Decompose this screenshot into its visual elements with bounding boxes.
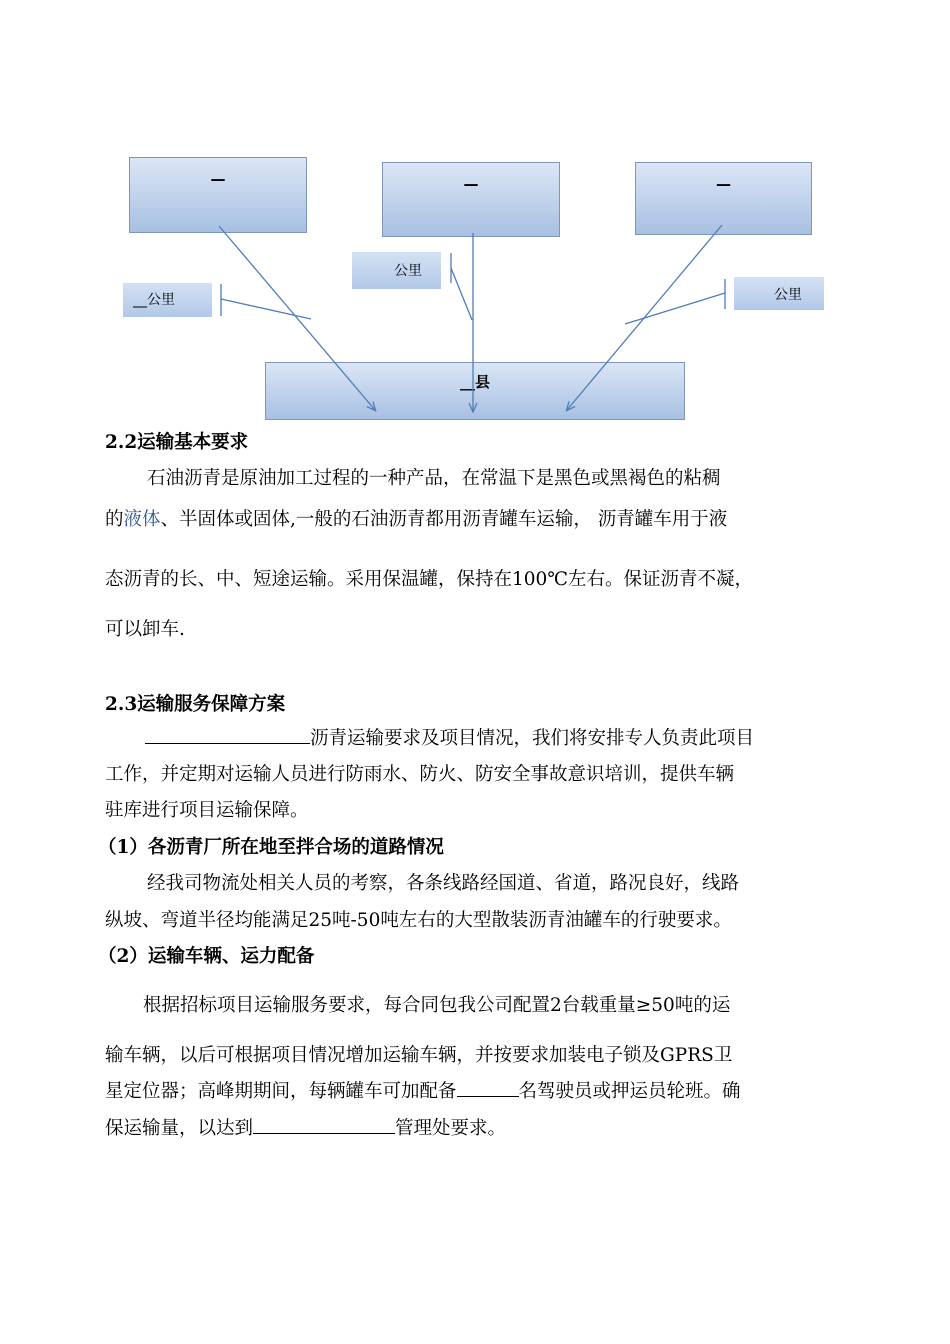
- sub2-para-line3-pre: 星定位器；高峰期期间，每辆罐车可加配备: [105, 1081, 457, 1102]
- sub2-para-line4-post: 管理处要求。: [395, 1118, 507, 1139]
- blank-line-authority: [253, 1115, 395, 1134]
- section-22-para-line2-post: 、半固体或固体,一般的石油沥青都用沥青罐车运输， 沥青罐车用于液: [160, 509, 728, 530]
- distance-label-middle-text: 公里: [394, 263, 422, 279]
- section-23-para-line2: 工作，并定期对运输人员进行防雨水、防火、防安全事故意识培训，提供车辆: [105, 764, 735, 785]
- section-23-para-line1-text: 沥青运输要求及项目情况，我们将安排专人负责此项目: [310, 728, 755, 749]
- leader-right: [625, 293, 725, 324]
- sub2-para-line1: [105, 991, 850, 1017]
- section-22-para-line3: 态沥青的长、中、短途运输。采用保温罐，保持在100℃左右。保证沥青不凝，: [105, 569, 754, 590]
- sub2-para-line4: [105, 1114, 850, 1140]
- blank-line-drivers: [457, 1078, 519, 1097]
- diagram-connectors: [0, 0, 950, 440]
- leader-middle: [451, 268, 472, 320]
- sub1-para-line2: 纵坡、弯道半径均能满足25吨-50吨左右的大型散装沥青油罐车的行驶要求。: [105, 910, 732, 931]
- sub2-para-line3-post: 名驾驶员或押运员轮班。确: [518, 1081, 741, 1102]
- source-box-right-text: —: [716, 175, 731, 193]
- sub2-para-line2: 输车辆，以后可根据项目情况增加运输车辆，并按要求加装电子锁及GPRS卫: [105, 1045, 733, 1066]
- section-23-para-line3: 驻库进行项目运输保障。: [105, 800, 309, 821]
- section-23-para-line1: [105, 724, 850, 750]
- distance-label-right-text: 公里: [774, 287, 802, 303]
- sub1-para-line1: [105, 869, 850, 895]
- section-22-para-line1-text: 石油沥青是原油加工过程的一种产品，在常温下是黑色或黑褐色的粘稠: [147, 468, 721, 489]
- source-box-left-text: —: [210, 170, 226, 188]
- leader-left: [221, 299, 311, 319]
- blank-line-client: [145, 725, 310, 744]
- section-23-heading: 2.3运输服务保障方案: [105, 694, 286, 715]
- distance-label-left-text: __公里: [133, 292, 175, 308]
- source-box-middle-text: —: [463, 175, 479, 193]
- county-box-text: __县: [459, 373, 490, 391]
- section-22-para-line1: [105, 464, 850, 490]
- arrow-left: [219, 226, 375, 410]
- liquid-link[interactable]: 液体: [123, 509, 161, 530]
- sub2-para-line4-pre: 保运输量，以达到: [105, 1118, 254, 1139]
- sub1-para-line1-text: 经我司物流处相关人员的考察，各条线路经国道、省道，路况良好，线路: [147, 873, 740, 894]
- sub2-para-line1-text: 根据招标项目运输服务要求，每合同包我公司配置2台载重量≥50吨的运: [143, 995, 731, 1016]
- section-22-para-line2: [105, 505, 850, 531]
- sub2-heading: （2）运输车辆、运力配备: [98, 946, 315, 967]
- sub2-para-line3: [105, 1077, 850, 1103]
- section-22-heading: 2.2运输基本要求: [105, 432, 249, 453]
- section-22-para-line2-pre: 的: [105, 509, 124, 530]
- sub1-heading: （1）各沥青厂所在地至拌合场的道路情况: [98, 837, 444, 858]
- section-22-para-line4: 可以卸车.: [105, 619, 185, 640]
